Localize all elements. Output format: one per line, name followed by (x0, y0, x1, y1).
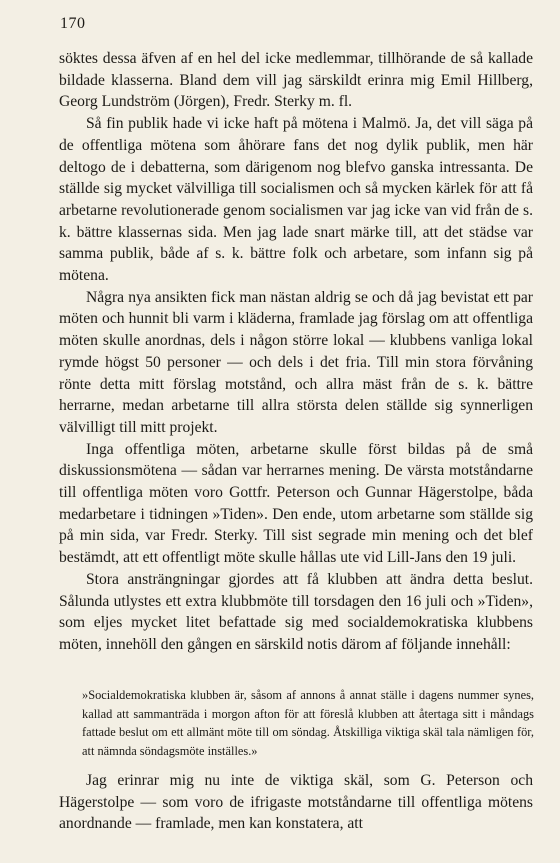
paragraph-4: Inga offentliga möten, arbetarne skulle först bildas på de små diskussionsmötena — sådan var herrarnes mening. De värsta motståndarne till offentliga möten voro Gottfr. Peterson och Gunnar Hägerstolpe, båda medarbetare i tidningen »Tiden». Den ende, utom arbetarne som ställde sig på min sida, var Fredr. Sterky. Till sist segrade min mening och det blef bestämdt, att ett offentligt möte skulle hållas ute vid Lill-Jans den 19 juli. (59, 440, 533, 567)
paragraph-2: Så fin publik hade vi icke haft på mötena i Malmö. Ja, det vill säga på de offentliga mötena som åhörare fans det nog dylik publik, men här deltogo de i debatterna, som därigenom nog blefvo ganska intressanta. De ställde sig mycket välvilliga till socialismen och så mycken kärlek för att få arbetarne revolutionerade genom socialismen var jag icke van vid från de s. k. bättre klassernas sida. Men jag lade snart märke till, att det städse var samma publik, både af s. k. bättre folk och arbetare, som infann sig på mötena. (59, 115, 533, 285)
paragraph-5: Stora ansträngningar gjordes att få klubben att ändra detta beslut. Sålunda utlystes ett extra klubbmöte till torsdagen den 16 juli och »Tiden», som eljes mycket litet befattade sig med socialdemokratiska klubbens möten, innehöll den gången en särskild notis därom af följande innehåll: (59, 570, 533, 653)
body-text (59, 48, 533, 656)
quoted-notice: »Socialdemokratiska klubben är, såsom af annons å annat ställe i dagens nummer synes, kallad att sammanträda i morgon afton för att föreslå klubben att återtaga sitt i måndags fattade beslut om ett allmänt möte till om söndag. Åtskilliga viktiga skäl tala nämligen för, att nämnda söndagsmöte inställes.» (82, 688, 534, 759)
closing-text (59, 770, 533, 835)
page-number: 170 (60, 15, 86, 32)
paragraph-1: söktes dessa äfven af en hel del icke medlemmar, tillhörande de så kallade bildade klasserna. Bland dem vill jag särskildt erinra mig Emil Hillberg, Georg Lundström (Jörgen), Fredr. Sterky m. fl. (59, 50, 533, 111)
closing-paragraph: Jag erinrar mig nu inte de viktiga skäl, som G. Peterson och Hägerstolpe — som voro de ifrigaste motståndarne till offentliga mötens anordnande — framlade, men kan konstatera, att (59, 772, 533, 833)
paragraph-3: Några nya ansikten fick man nästan aldrig se och då jag bevistat ett par möten och hunnit bli varm i kläderna, framlade jag förslag om att offentliga möten skulle anordnas, dels i någon större lokal — klubbens vanliga lokal rymde högst 50 personer — och dels i det fria. Till min stora förvåning rönte detta mitt förslag motstånd, och allra mäst från de s. k. bättre herrarne, medan arbetarne till allra största delen ställde sig synnerligen välvilligt till mitt projekt. (59, 288, 533, 436)
